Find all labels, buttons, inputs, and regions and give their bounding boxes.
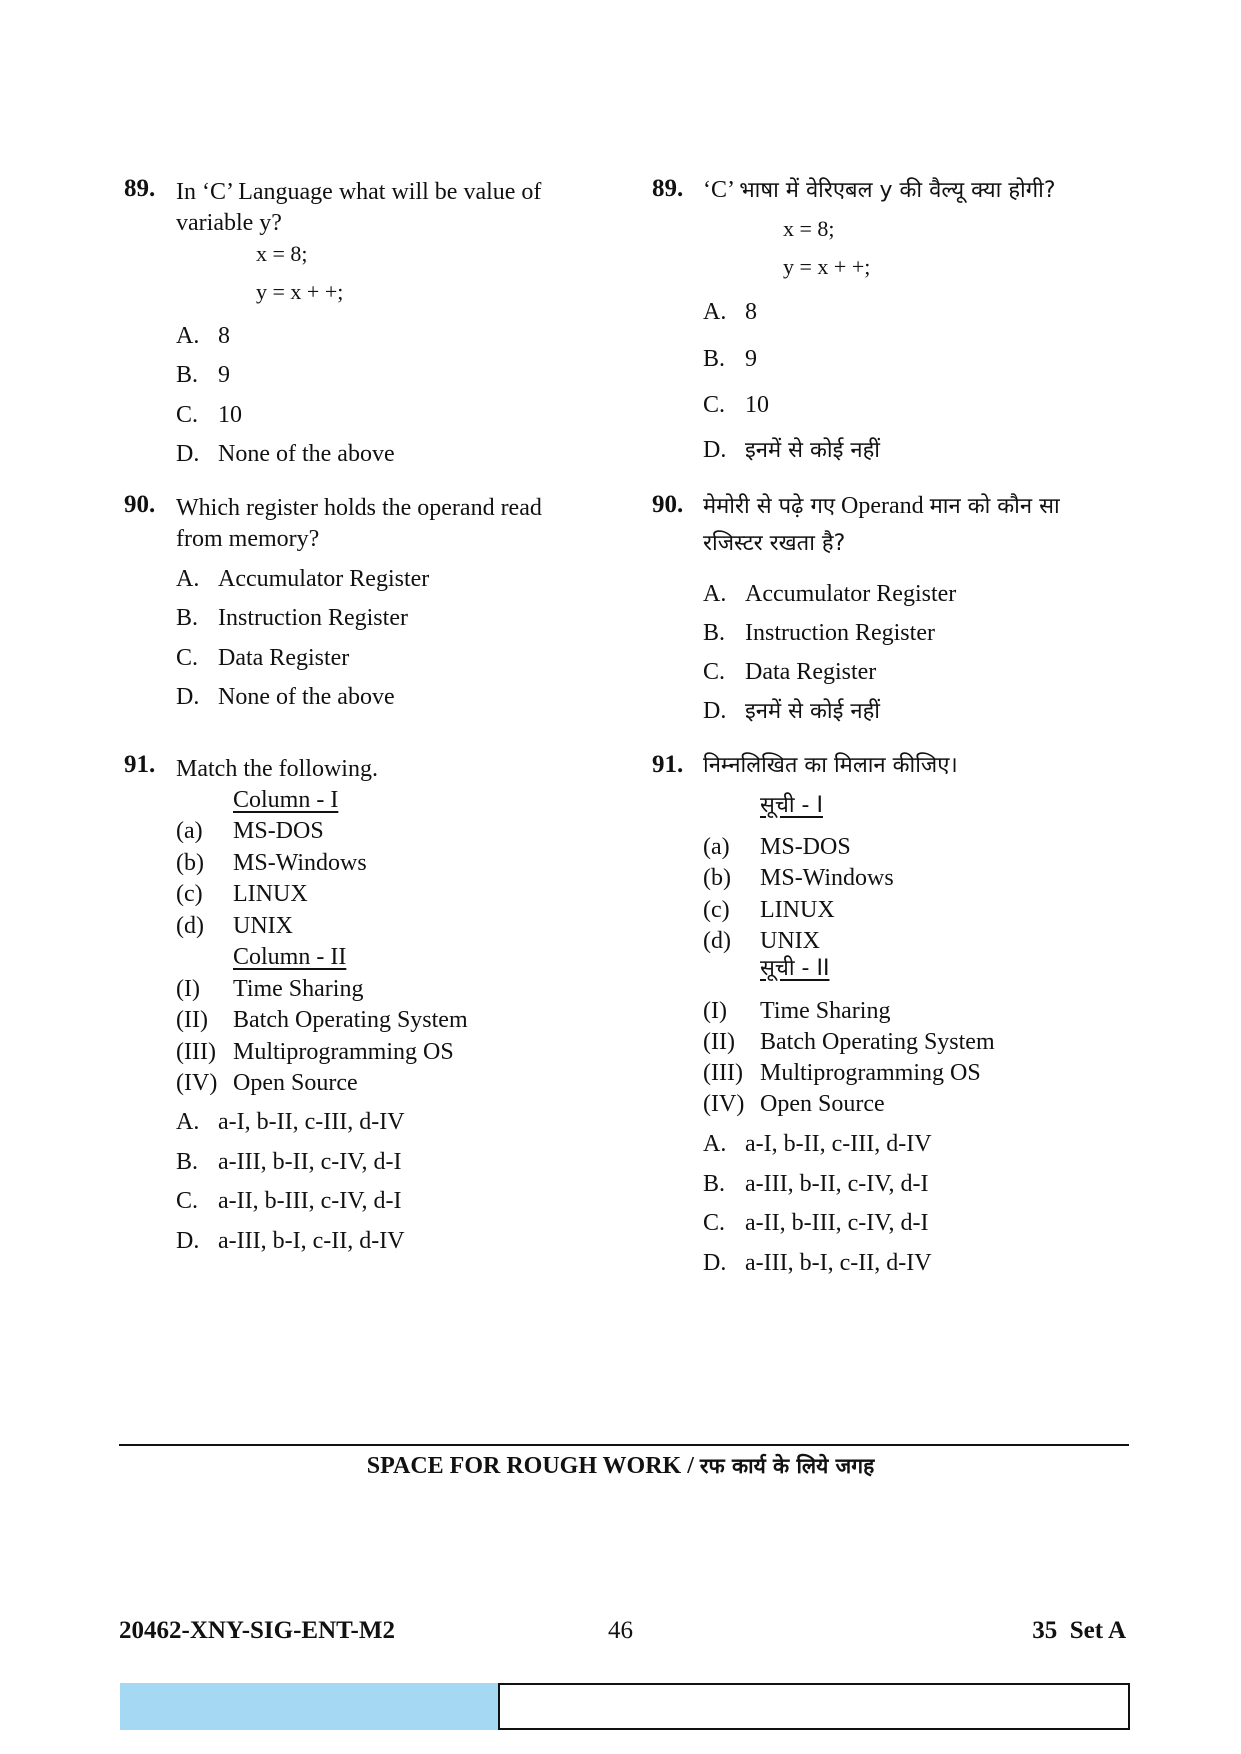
option-b: B. a-III, b-II, c-IV, d-I [703, 1171, 929, 1197]
match-item: (III) Multiprogramming OS [176, 1039, 454, 1065]
match-item: (a) MS-DOS [176, 818, 324, 844]
paper-code: 20462-XNY-SIG-ENT-M2 [119, 1617, 395, 1644]
option-a: A. Accumulator Register [176, 566, 430, 592]
column-header: Column - II [233, 944, 347, 970]
match-item: (III) Multiprogramming OS [703, 1060, 981, 1086]
option-c: C. a-II, b-III, c-IV, d-I [703, 1210, 929, 1236]
match-item: (II) Batch Operating System [176, 1007, 468, 1033]
match-item: (b) MS-Windows [176, 850, 367, 876]
question-text: from memory? [176, 526, 320, 552]
option-a: A. a-I, b-II, c-III, d-IV [176, 1109, 405, 1135]
match-item: (c) LINUX [176, 881, 308, 907]
page-number: 46 [608, 1617, 633, 1644]
code-line: x = 8; [783, 216, 835, 241]
question-text: Which register holds the operand read [176, 495, 542, 521]
option-c: C. 10 [176, 402, 242, 428]
match-item: (I) Time Sharing [176, 976, 364, 1002]
question-number: 90. [124, 491, 156, 518]
question-text: Match the following. [176, 756, 378, 782]
match-item: (d) UNIX [176, 913, 293, 939]
set-indicator: 35 Set A [1032, 1617, 1126, 1644]
option-b: B. Instruction Register [176, 605, 408, 631]
question-number: 89. [652, 175, 684, 202]
question-number: 89. [124, 175, 156, 202]
option-c: C. Data Register [176, 645, 350, 671]
option-a: A. 8 [176, 323, 230, 349]
option-a: A. Accumulator Register [703, 581, 957, 607]
option-d: D. None of the above [176, 684, 395, 710]
option-c: C. Data Register [703, 659, 877, 685]
question-text: रजिस्टर रखता है? [703, 531, 846, 556]
option-c: C. a-II, b-III, c-IV, d-I [176, 1188, 402, 1214]
rough-work-divider [119, 1444, 1129, 1446]
option-b: B. 9 [176, 362, 230, 388]
option-c: C. 10 [703, 392, 769, 418]
question-text: ‘C’ भाषा में वेरिएबल y की वैल्यू क्या होगी? [703, 177, 1056, 203]
question-text: निम्नलिखित का मिलान कीजिए। [703, 753, 958, 778]
column-header: सूची - I [760, 793, 823, 818]
match-item: (d) UNIX [703, 928, 820, 954]
option-b: B. a-III, b-II, c-IV, d-I [176, 1149, 402, 1175]
code-line: y = x + +; [783, 254, 871, 279]
footer-box [498, 1683, 1130, 1730]
option-d: D. None of the above [176, 441, 395, 467]
question-number: 90. [652, 491, 684, 518]
option-d: D. a-III, b-I, c-II, d-IV [176, 1228, 405, 1254]
option-a: A. 8 [703, 299, 757, 325]
code-line: y = x + +; [256, 279, 344, 304]
match-item: (IV) Open Source [176, 1070, 358, 1096]
option-d: D. इनमें से कोई नहीं [703, 437, 881, 463]
option-b: B. 9 [703, 346, 757, 372]
match-item: (IV) Open Source [703, 1091, 885, 1117]
rough-work-label: SPACE FOR ROUGH WORK / रफ कार्य के लिये जगह [366, 1453, 875, 1479]
match-item: (II) Batch Operating System [703, 1029, 995, 1055]
question-text: In ‘C’ Language what will be value of [176, 179, 542, 205]
column-header: सूची - II [760, 956, 830, 981]
code-line: x = 8; [256, 241, 308, 266]
question-number: 91. [652, 751, 684, 778]
option-b: B. Instruction Register [703, 620, 935, 646]
question-number: 91. [124, 751, 156, 778]
option-a: A. a-I, b-II, c-III, d-IV [703, 1131, 932, 1157]
question-text: मेमोरी से पढ़े गए Operand मान को कौन सा [703, 493, 1060, 519]
column-header: Column - I [233, 787, 339, 813]
footer-color-bar [120, 1683, 498, 1730]
option-d: D. a-III, b-I, c-II, d-IV [703, 1250, 932, 1276]
option-d: D. इनमें से कोई नहीं [703, 698, 881, 724]
question-text: variable y? [176, 210, 282, 236]
match-item: (a) MS-DOS [703, 834, 851, 860]
match-item: (c) LINUX [703, 897, 835, 923]
match-item: (b) MS-Windows [703, 865, 894, 891]
match-item: (I) Time Sharing [703, 998, 891, 1024]
